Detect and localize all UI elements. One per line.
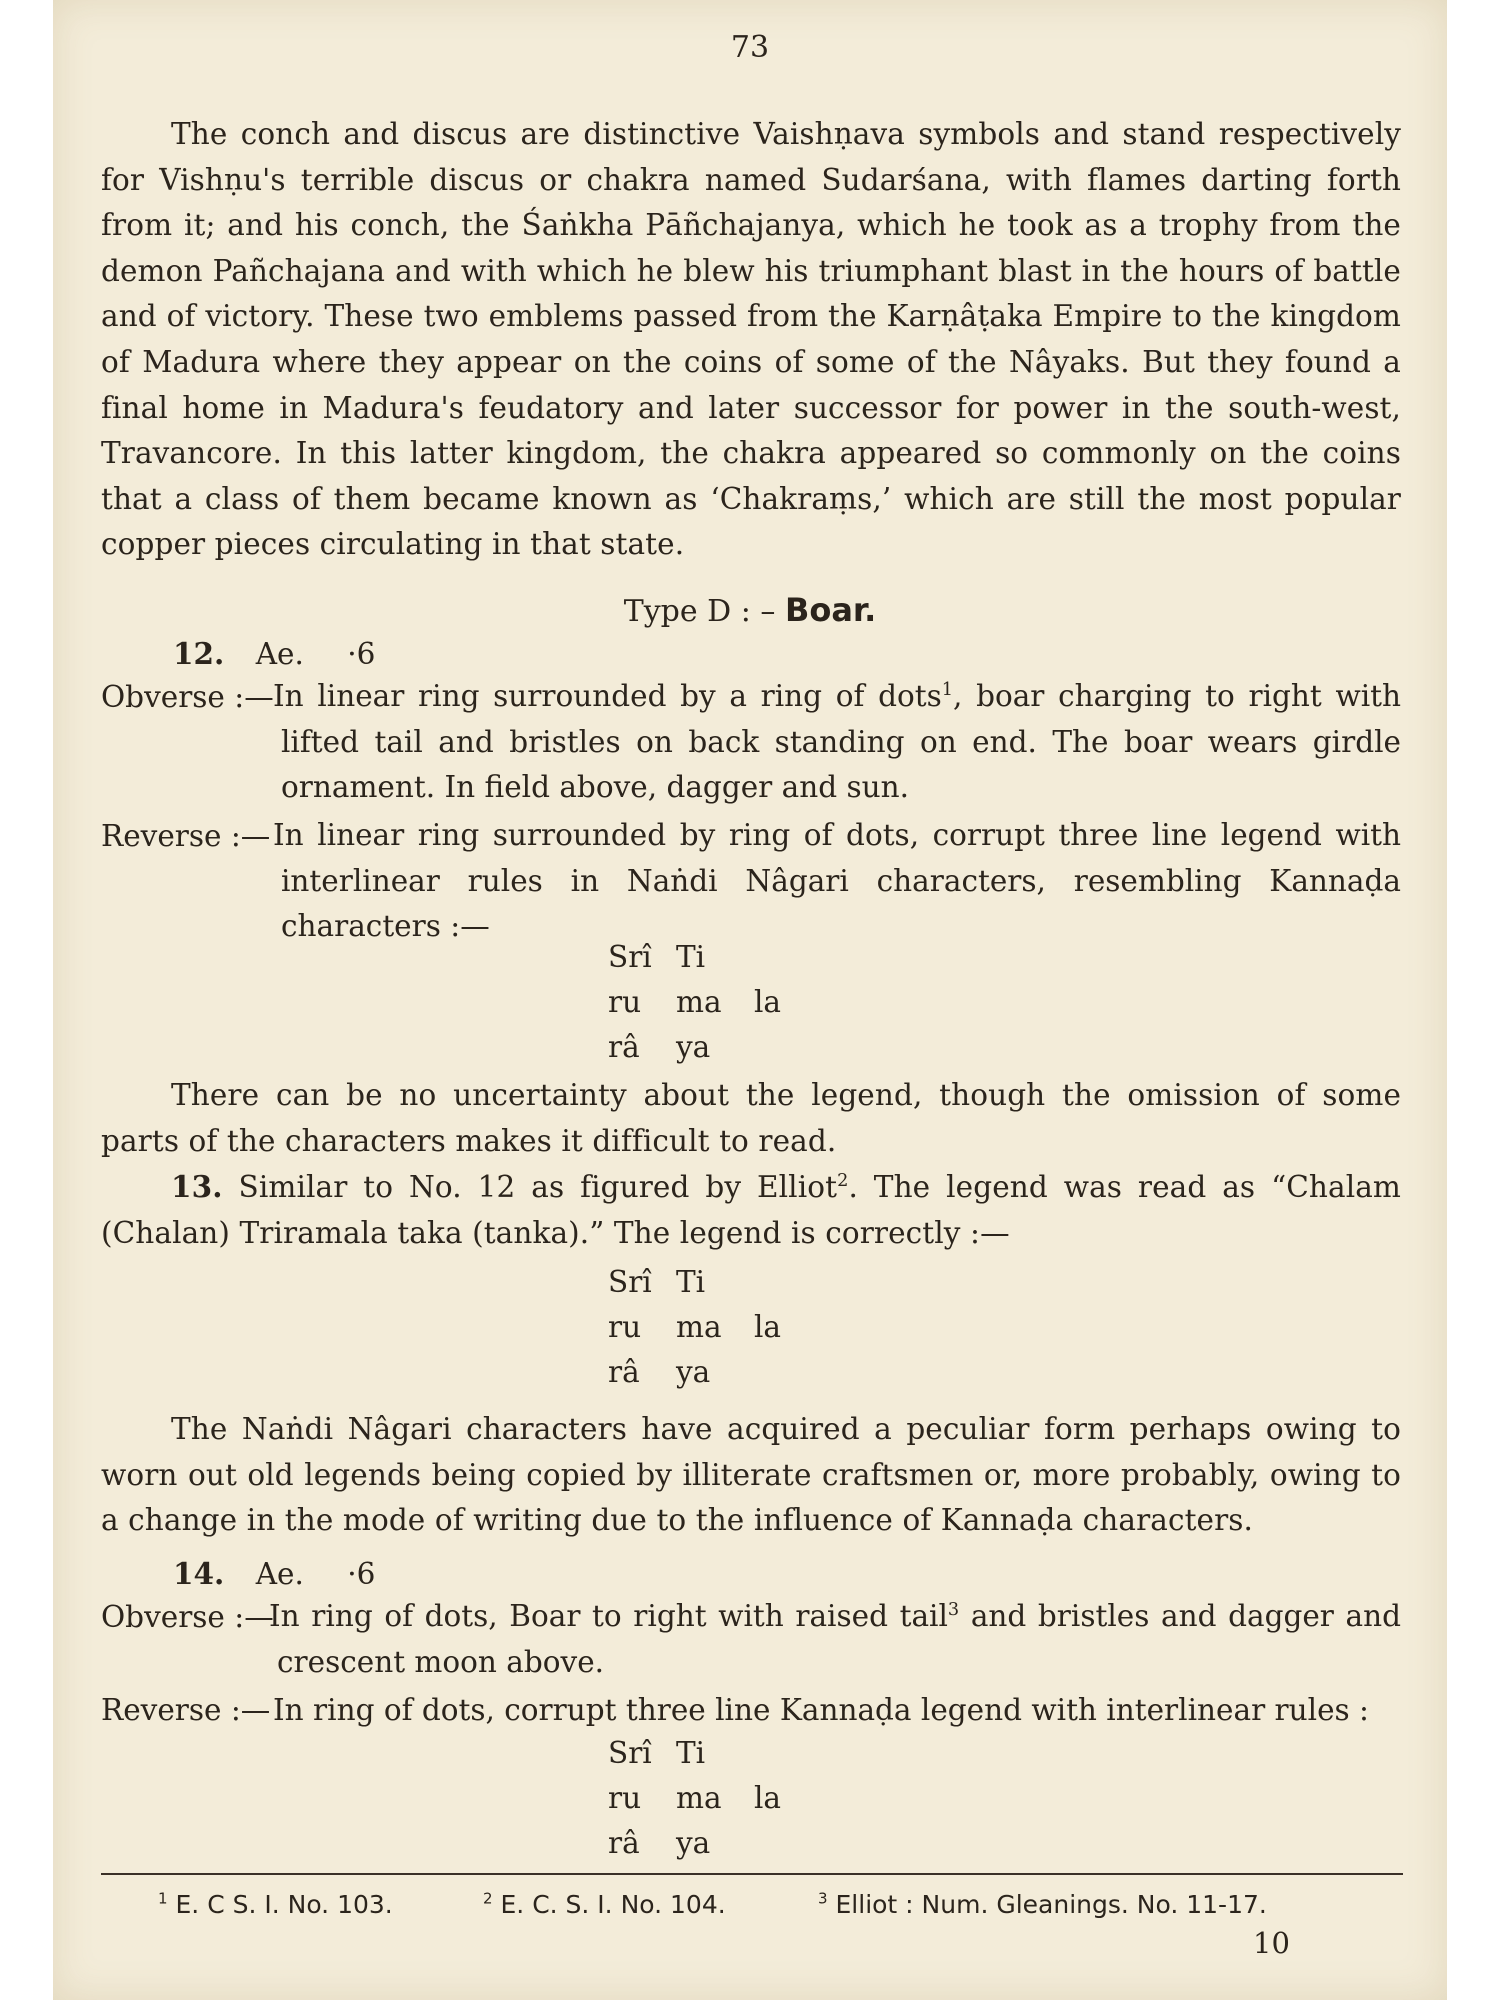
reverse-label: Reverse :— <box>101 1693 271 1727</box>
obverse-text-a: In linear ring surrounded by a ring of dots <box>273 679 942 713</box>
obverse-label: Obverse :— <box>101 680 274 714</box>
item-size: ·6 <box>347 637 376 671</box>
item-size: ·6 <box>347 1557 376 1591</box>
obverse-12-text <box>273 674 1401 811</box>
item-14-header <box>173 1556 375 1591</box>
obverse-14-text <box>269 1594 1401 1685</box>
legend-line: Srî Ti <box>608 1736 706 1770</box>
legend-line: râ ya <box>608 1826 711 1860</box>
footnote-3: $^3$ Elliot : Num. Gleanings. No. 11-17. <box>818 1889 1267 1919</box>
obverse-text-a: In ring of dots, Boar to right with raised tail <box>269 1599 948 1633</box>
item-number: 14. <box>173 1556 225 1591</box>
signature-mark: 10 <box>1253 1926 1290 1960</box>
footnote-ref: 2 <box>837 1171 849 1192</box>
section-heading <box>53 591 1447 629</box>
item-number: 12. <box>173 636 225 671</box>
item-metal: Ae. <box>255 637 304 671</box>
page-number: 73 <box>730 30 770 65</box>
book-page <box>53 0 1447 2000</box>
legend-line: râ ya <box>608 1030 711 1064</box>
item-13-text-b: . The legend was read as “Chalam (Chalan) Triramala taka (tanka).” The legend is correctly :— <box>101 1170 1402 1250</box>
item-13-text-a: Similar to No. 12 as figured by Elliot <box>238 1170 838 1204</box>
heading-prefix: Type D : – <box>623 594 785 629</box>
legend-13 <box>608 1260 781 1395</box>
footnote-2: $^2$ E. C. S. I. No. 104. <box>483 1889 726 1919</box>
obverse-label: Obverse :— <box>101 1600 274 1634</box>
paragraph-uncertainty: There can be no uncertainty about the legend, though the omission of some parts of the characters makes it difficult to read. <box>101 1078 1401 1158</box>
legend-line: ru ma la <box>608 985 782 1019</box>
paragraph-emblems: The conch and discus are distinctive Vaishṇava symbols and stand respectively for Vishṇu's terrible discus or chakra named Sudarśana, with flames darting forth from it; and his conch, the Śaṅkha Pāñchajanya, which he took as a trophy from the demon Pañchajana and with which he blew his triumphant blast in the hours of battle and of victory. These two emblems passed from the Karṇâṭaka Empire to the kingdom of Madura where they appear on the coins of some of the Nâyaks. But they found a final home in Madura's feudatory and later successor for power in the south-west, Travancore. In this latter kingdom, the chakra appeared so commonly on the coins that a class of them became known as ‘Chakraṃs,’ which are still the most popular copper pieces circulating in that state. <box>101 117 1401 562</box>
reverse-14-text: In ring of dots, corrupt three line Kannaḍa legend with interlinear rules : <box>273 1693 1369 1727</box>
footnote-rule <box>101 1873 1403 1875</box>
legend-line: ru ma la <box>608 1781 782 1815</box>
footnote-ref: 1 <box>941 680 954 701</box>
obverse-text-b: , boar charging to right with lifted tail and bristles on back standing on end. The boar wears girdle ornament. In field above, dagger and sun. <box>281 679 1401 805</box>
legend-line: Srî Ti <box>608 1265 706 1299</box>
footnote-1: $^1$ E. C S. I. No. 103. <box>158 1889 393 1919</box>
heading-boar: Boar. <box>784 591 877 629</box>
item-12-header <box>173 636 375 671</box>
obverse-text-b: and bristles and dagger and crescent moon above. <box>277 1599 1401 1679</box>
item-metal: Ae. <box>255 1557 304 1591</box>
paragraph-nandi: The Naṅdi Nâgari characters have acquired a peculiar form perhaps owing to worn out old legends being copied by illiterate craftsmen or, more probably, owing to a change in the mode of writing due to the influence of Kannaḍa characters. <box>101 1412 1401 1538</box>
legend-line: ru ma la <box>608 1310 782 1344</box>
item-13-text <box>101 1164 1401 1256</box>
legend-12 <box>608 935 781 1070</box>
legend-line: râ ya <box>608 1355 711 1389</box>
legend-line: Srî Ti <box>608 940 706 974</box>
footnote-ref: 3 <box>947 1600 960 1621</box>
item-number: 13. <box>171 1169 223 1204</box>
legend-14 <box>608 1731 781 1866</box>
reverse-label: Reverse :— <box>101 819 271 853</box>
reverse-12-text: In linear ring surrounded by ring of dots, corrupt three line legend with interlinear rules in Naṅdi Nâgari characters, resembling Kannaḍa characters :— <box>273 818 1401 944</box>
